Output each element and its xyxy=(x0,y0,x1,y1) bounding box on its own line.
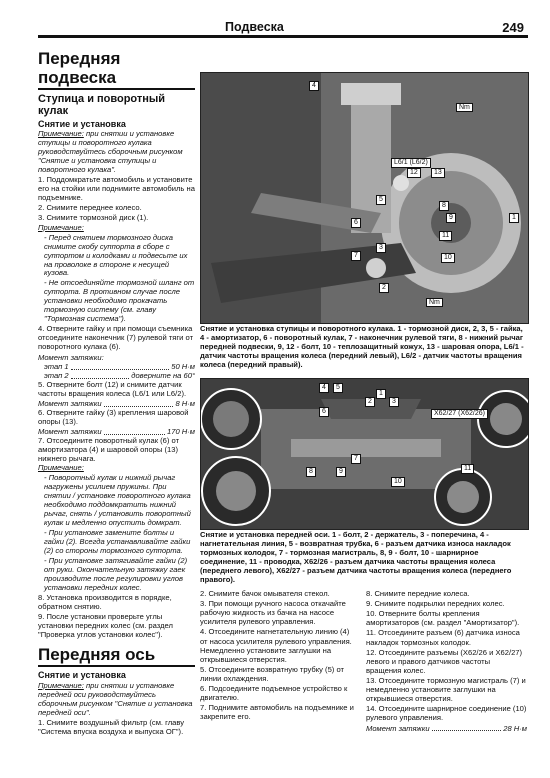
torque-label: Nm xyxy=(456,103,473,112)
page-number: 249 xyxy=(502,20,524,35)
callout-label: 1 xyxy=(376,389,386,399)
note-heading: Примечание: xyxy=(38,222,84,232)
note-block: Примечание: при снятии и установке передней оси руководствуйтесь сборочным рисунком "Снятие и установка передней оси". xyxy=(38,680,193,717)
step: 8. Установка производится в порядке, обратном снятию. xyxy=(38,592,172,611)
step: 13. Отсоедините тормозную магистраль (7) и немедленно установите заглушки на открывшиеся отверстия. xyxy=(366,675,526,704)
step: 9. После установки проверьте углы установки передних колес (см. раздел "Проверка углов установки колес"). xyxy=(38,611,173,639)
torque-heading: Момент затяжки: xyxy=(38,353,104,363)
note-item: - Поворотный кулак и нижний рычаг нагружены усилием пружины. При снятии / установке поворотного кулака необходимо поддомкратить нижний рычаг, снять / установить поворотный кулак и медленно опустить домкрат. xyxy=(44,473,191,528)
callout-label: X62/27 (X62/26) xyxy=(431,409,488,419)
step: 2. Снимите переднее колесо. xyxy=(38,202,142,212)
step: 2. Снимите бачок омывателя стекол. xyxy=(200,589,330,598)
callout-label: 7 xyxy=(351,454,361,464)
step: 5. Отверните болт (12) и снимите датчик частоты вращения колеса (L6/1 или L6/2). xyxy=(38,379,187,398)
removal-heading: Снятие и установка xyxy=(38,670,126,681)
running-header-title: Подвеска xyxy=(225,20,284,34)
step: 1. Снимите воздушный фильтр (см. главу "Система впуска воздуха и выпуска ОГ"). xyxy=(38,717,185,736)
step: 6. Отверните гайку (3) крепления шаровой опоры (13). xyxy=(38,407,189,426)
step: 7. Отсоедините поворотный кулак (6) от амортизатора (4) и шаровой опоры (13) нижнего рычага. xyxy=(38,435,180,463)
callout-label: 6 xyxy=(351,218,361,228)
callout-label: 9 xyxy=(336,467,346,477)
removal-heading: Снятие и установка xyxy=(38,118,126,129)
torque-row: Момент затяжки 170 Н·м xyxy=(38,426,195,436)
front-axle-photo xyxy=(200,378,529,530)
callout-label: 3 xyxy=(389,397,399,407)
step: 9. Снимите подкрылки передних колес. xyxy=(366,599,505,609)
torque-row: Момент затяжки 8 Н·м xyxy=(38,398,195,408)
step: 5. Отсоедините возвратную трубку (5) от линии охлаждения. xyxy=(200,664,344,683)
callout-label: 3 xyxy=(376,243,386,253)
note-heading: Примечание: xyxy=(38,463,84,473)
note-item: - Перед снятием тормозного диска снимите скобу суппорта в сборе с суппортом и колодками и подвесьте их на проволоке в стороне к несущей кузова. xyxy=(44,232,188,278)
subsection-title: Ступица и поворотный кулак xyxy=(38,93,166,118)
callout-label: 12 xyxy=(407,168,421,178)
step: 6. Подсоедините подъемное устройство к двигателю. xyxy=(200,684,348,703)
callout-label: 4 xyxy=(309,81,319,91)
step: 4. Отсоедините нагнетательную линию (4) от насоса усилителя рулевого управления. Немедленно установите заглушки на открывшиеся отверстия. xyxy=(200,627,352,664)
callout-label: 10 xyxy=(441,253,455,263)
text-column-2 xyxy=(200,589,357,723)
step: 3. При помощи ручного насоса откачайте рабочую жидкость из бачка на насосе усилителя рулевого управления. xyxy=(200,599,346,627)
callout-label: 8 xyxy=(306,467,316,477)
callout-label: 2 xyxy=(379,283,389,293)
section-title: Передняя подвеска xyxy=(38,50,195,90)
step: 7. Поднимите автомобиль на подъемнике и закрепите его. xyxy=(200,703,354,722)
note-item: - Не отсоединяйте тормозной шланг от суппорта. В противном случае после установки необходимо прокачать тормозную систему (см. главу "Тормозная система"). xyxy=(44,278,195,324)
callout-label: 9 xyxy=(446,213,456,223)
step: 14. Отсоедините шарнирное соединение (10) рулевого управления. xyxy=(366,704,527,723)
step: 8. Снимите передние колеса. xyxy=(366,589,470,598)
hub-knuckle-illustration xyxy=(201,73,528,323)
step: 10. Отверните болты крепления амортизаторов (см. раздел "Амортизатор"). xyxy=(366,609,520,628)
note-block: Примечание: при снятии и установке ступицы и поворотного кулака руководствуйтесь сборочным рисунком "Снятие и установка ступицы и поворотного кулака". xyxy=(38,129,183,174)
header-rule xyxy=(38,35,528,38)
callout-label: 5 xyxy=(333,383,343,393)
step: 11. Отсоедините разъем (6) датчика износа накладок тормозных колодок. xyxy=(366,628,520,647)
callout-label: 5 xyxy=(376,195,386,205)
note-item: - При установке затягивайте гайки (2) от руки. Окончательную затяжку гаек производите после регулировки углов установки передних колес. xyxy=(44,556,188,592)
left-column xyxy=(38,50,195,738)
text-column-3 xyxy=(366,589,527,733)
step: 12. Отсоедините разъемы (X62/26 и X62/27) левого и правого датчиков частоты вращения колес. xyxy=(366,647,523,675)
callout-label: 2 xyxy=(365,397,375,407)
hub-knuckle-photo xyxy=(200,72,529,324)
callout-label: 1 xyxy=(509,213,519,223)
callout-label: 4 xyxy=(319,383,329,393)
step: 3. Снимите тормозной диск (1). xyxy=(38,212,149,222)
callout-label: 6 xyxy=(319,407,329,417)
callout-label: 11 xyxy=(461,464,474,474)
step: 1. Поддомкратьте автомобиль и установите его на стойки или поднимите автомобиль на подъемнике. xyxy=(38,174,195,202)
callout-label: 11 xyxy=(439,231,452,241)
note-item: - При установке замените болты и гайки (2). Всегда устанавливайте гайки (2) со стороны тормозного суппорта. xyxy=(44,528,191,556)
callout-label: 13 xyxy=(431,168,445,178)
figure-caption: Снятие и установка ступицы и поворотного кулака. 1 - тормозной диск, 2, 3, 5 - гайка, 4 - амортизатор, 6 - поворотный кулак, 7 - наконечник рулевой тяги, 8 - нижний рычаг передней подвески, 9, 12 - болт, 10 - теплозащитный кожух, 13 - шаровая опора, L6/1 - датчик частоты вращения колеса (передний левый), L6/2 - датчик частоты вращения колеса (передний правый). xyxy=(200,324,524,369)
torque-row: этап 2 доверните на 60° xyxy=(44,370,195,380)
callout-label: 8 xyxy=(439,201,449,211)
callout-label: L6/1 (L6/2) xyxy=(391,158,431,168)
callout-label: 10 xyxy=(391,477,405,487)
torque-row: этап 1 50 Н·м xyxy=(44,362,195,371)
figure-caption: Снятие и установка передней оси. 1 - болт, 2 - держатель, 3 - поперечина, 4 - нагнетательная линия, 5 - возвратная трубка, 6 - разъем датчика износа накладок тормозных колодок, 7 - тормозная магистраль, 8, 9 - болт, 10 - шарнирное соединение, 11 - проводка, X62/26 - разъем датчика частоты вращения колеса (переднего левого), X62/27 - разъем датчика частоты вращения колеса (переднего правого). xyxy=(200,530,512,584)
step: 4. Отверните гайку и при помощи съемника отсоедините наконечник (7) рулевой тяги от поворотного кулака (6). xyxy=(38,324,194,352)
section-title: Передняя ось xyxy=(38,646,195,668)
torque-row: Момент затяжки 28 Н·м xyxy=(366,723,527,733)
callout-label: 7 xyxy=(351,251,361,261)
torque-label: Nm xyxy=(426,298,443,307)
